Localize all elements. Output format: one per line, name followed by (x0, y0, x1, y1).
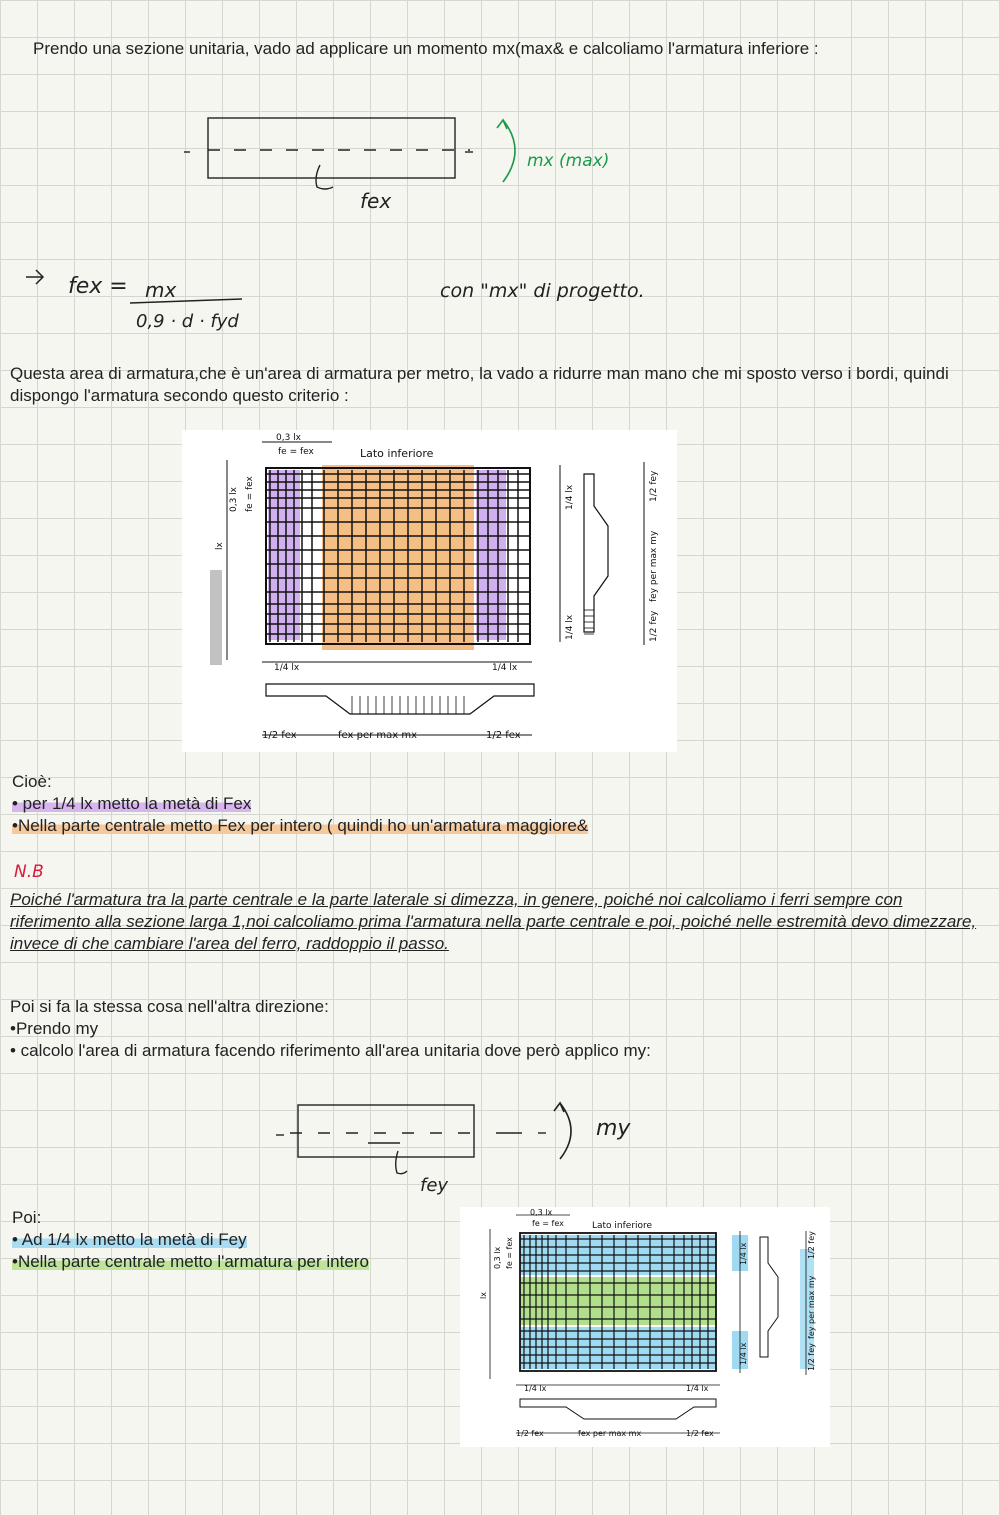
moment-my-label: my (596, 1116, 631, 1141)
other-dir-line-1: Poi si fa la stessa cosa nell'altra direzione: (10, 997, 329, 1016)
fig2-right-quarter-top: 1/4 lx (739, 1242, 748, 1265)
poi-item-1: • Ad 1/4 lx metto la metà di Fey (12, 1230, 247, 1249)
fig2-half-fey-top: 1/2 fey (807, 1231, 816, 1259)
fig2-bottom-quarter-left: 1/4 lx (524, 1384, 547, 1393)
fig2-half-fex-left: 1/2 fex (516, 1429, 544, 1438)
cioe-item-1: • per 1/4 lx metto la metà di Fex (12, 794, 252, 813)
fig2-half-fex-right: 1/2 fex (686, 1429, 714, 1438)
fig2-right-quarter-bottom: 1/4 lx (739, 1342, 748, 1365)
fig1-right-quarter-bottom: 1/4 lx (565, 614, 575, 640)
fig1-top-fe: fe = fex (278, 447, 314, 457)
formula-lhs: fex = (68, 274, 128, 299)
cioe-item-2: •Nella parte centrale metto Fex per intero ( quindi ho un'armatura maggiore& (12, 816, 589, 835)
fig1-title: Lato inferiore (360, 447, 434, 460)
fig2-top-dim: 0,3 lx (530, 1208, 553, 1217)
fig2-left-fe: fe = fex (505, 1237, 514, 1269)
fig1-half-fey-bottom: 1/2 fey (649, 610, 659, 642)
fig1-left-lx: lx (215, 542, 225, 550)
section-sketch-my (270, 1095, 670, 1215)
fig2-title: Lato inferiore (592, 1221, 653, 1231)
formula-note: con "mx" di progetto. (440, 280, 645, 302)
fig2-fey-max: fey per max my (807, 1275, 816, 1339)
fig2-half-fey-bottom: 1/2 fey (807, 1343, 816, 1371)
area-paragraph: Questa area di armatura,che è un'area di armatura per metro, la vado a ridurre man mano che mi sposto verso i bordi, quindi dispongo l'armatura secondo questo criterio : (10, 364, 949, 405)
cioe-title: Cioè: (12, 772, 52, 791)
fig1-half-fex-left: 1/2 fex (262, 730, 297, 741)
fig1-half-fey-top: 1/2 fey (649, 470, 659, 502)
fig2-left-dim: 0,3 lx (493, 1246, 502, 1269)
nb-text: Poiché l'armatura tra la parte centrale e la parte laterale si dimezza, in genere, poiché noi calcoliamo i ferri sempre con riferimento alla sezione larga 1,noi calcoliamo prima l'armatura nella parte centrale e poi, poiché nelle estremità devo dimezzare, invece di che cambiare l'area del ferro, raddoppio il passo. (10, 890, 977, 953)
fig2-bottom-quarter-right: 1/4 lx (686, 1384, 709, 1393)
fig1-bottom-quarter-right: 1/4 lx (492, 663, 518, 673)
formula-numerator: mx (145, 278, 177, 302)
fig2-fex-max: fex per max mx (578, 1429, 642, 1438)
intro-text: Prendo una sezione unitaria, vado ad applicare un momento mx(max& e calcoliamo l'armatura inferiore : (33, 39, 819, 58)
fig1-right-quarter-top: 1/4 lx (565, 484, 575, 510)
fey-label: fey (420, 1175, 449, 1196)
fig1-fex-max: fex per max mx (338, 730, 418, 741)
fex-label: fex (360, 189, 392, 213)
fig1-left-fe: fe = fex (245, 476, 255, 512)
rebar-figure-x (182, 430, 677, 752)
fig2-top-fe: fe = fex (532, 1219, 564, 1228)
fig1-fey-max: fey per max my (649, 530, 659, 602)
formula-fex (20, 255, 660, 340)
other-dir-line-3: • calcolo l'area di armatura facendo riferimento all'area unitaria dove però applico my: (10, 1041, 651, 1060)
nb-mark: N.B (14, 862, 44, 882)
other-dir-line-2: •Prendo my (10, 1019, 99, 1038)
moment-mx-label: mx (max) (527, 151, 610, 171)
fig1-left-dim: 0,3 lx (229, 486, 239, 512)
fig1-top-dim: 0,3 lx (276, 433, 302, 443)
formula-denominator: 0,9 · d · fyd (136, 311, 239, 332)
fig1-half-fex-right: 1/2 fex (486, 730, 521, 741)
poi-item-2: •Nella parte centrale metto l'armatura per intero (12, 1252, 369, 1271)
poi-title: Poi: (12, 1208, 42, 1227)
section-sketch-mx (170, 110, 670, 220)
fig2-left-lx: lx (479, 1292, 488, 1299)
fig1-bottom-quarter-left: 1/4 lx (274, 663, 300, 673)
rebar-figure-y (460, 1207, 830, 1447)
